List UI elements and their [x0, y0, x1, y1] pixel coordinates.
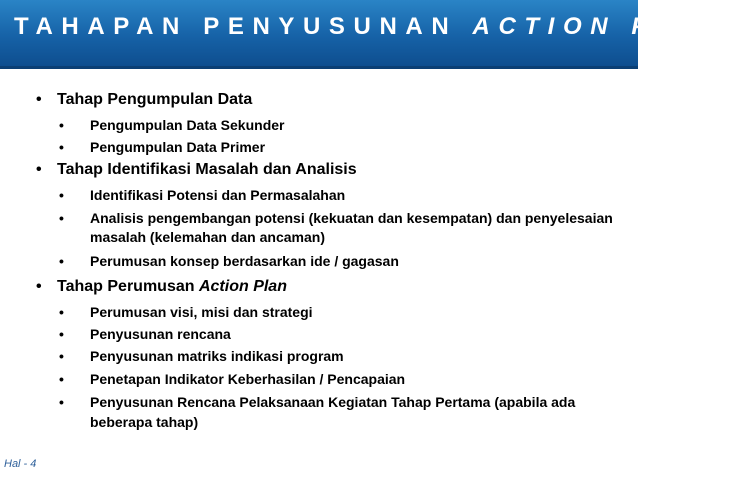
list-item: Perumusan visi, misi dan strategi	[90, 304, 313, 320]
item-bullet: •	[59, 210, 64, 226]
section-heading-pengumpulan-data: Tahap Pengumpulan Data	[57, 91, 253, 108]
list-item: Penyusunan Rencana Pelaksanaan Kegiatan Tahap Pertama (apabila ada	[90, 394, 576, 410]
section-heading-prefix: Tahap Perumusan	[57, 278, 199, 295]
item-bullet: •	[59, 371, 64, 387]
list-item: Penyusunan matriks indikasi program	[90, 348, 344, 364]
title-bar-underline	[0, 66, 638, 69]
list-item-continuation: masalah (kelemahan dan ancaman)	[90, 229, 325, 245]
item-bullet: •	[59, 394, 64, 410]
item-bullet: •	[59, 117, 64, 133]
section-bullet: •	[36, 91, 42, 108]
slide-title-part1: TAHAPAN PENYUSUNAN	[14, 13, 458, 40]
page-number: Hal - 4	[4, 458, 37, 470]
list-item: Identifikasi Potensi dan Permasalahan	[90, 187, 346, 203]
item-bullet: •	[59, 326, 64, 342]
item-bullet: •	[59, 304, 64, 320]
item-bullet: •	[59, 253, 64, 269]
slide-title-part2: ACTION PLAN	[472, 13, 731, 40]
list-item: Penyusunan rencana	[90, 326, 231, 342]
list-item: Perumusan konsep berdasarkan ide / gagasan	[90, 253, 399, 269]
list-item: Analisis pengembangan potensi (kekuatan dan kesempatan) dan penyelesaian	[90, 210, 613, 226]
slide-title	[14, 13, 731, 41]
section-heading-perumusan-action-plan	[57, 278, 287, 296]
section-bullet: •	[36, 278, 42, 295]
list-item: Penetapan Indikator Keberhasilan / Pencapaian	[90, 371, 406, 387]
section-heading-identifikasi-masalah: Tahap Identifikasi Masalah dan Analisis	[57, 161, 357, 178]
list-item-continuation: beberapa tahap)	[90, 414, 199, 430]
item-bullet: •	[59, 139, 64, 155]
list-item: Pengumpulan Data Primer	[90, 139, 266, 155]
section-bullet: •	[36, 161, 42, 178]
section-heading-emphasis: Action Plan	[198, 278, 287, 295]
list-item: Pengumpulan Data Sekunder	[90, 117, 285, 133]
item-bullet: •	[59, 187, 64, 203]
item-bullet: •	[59, 348, 64, 364]
